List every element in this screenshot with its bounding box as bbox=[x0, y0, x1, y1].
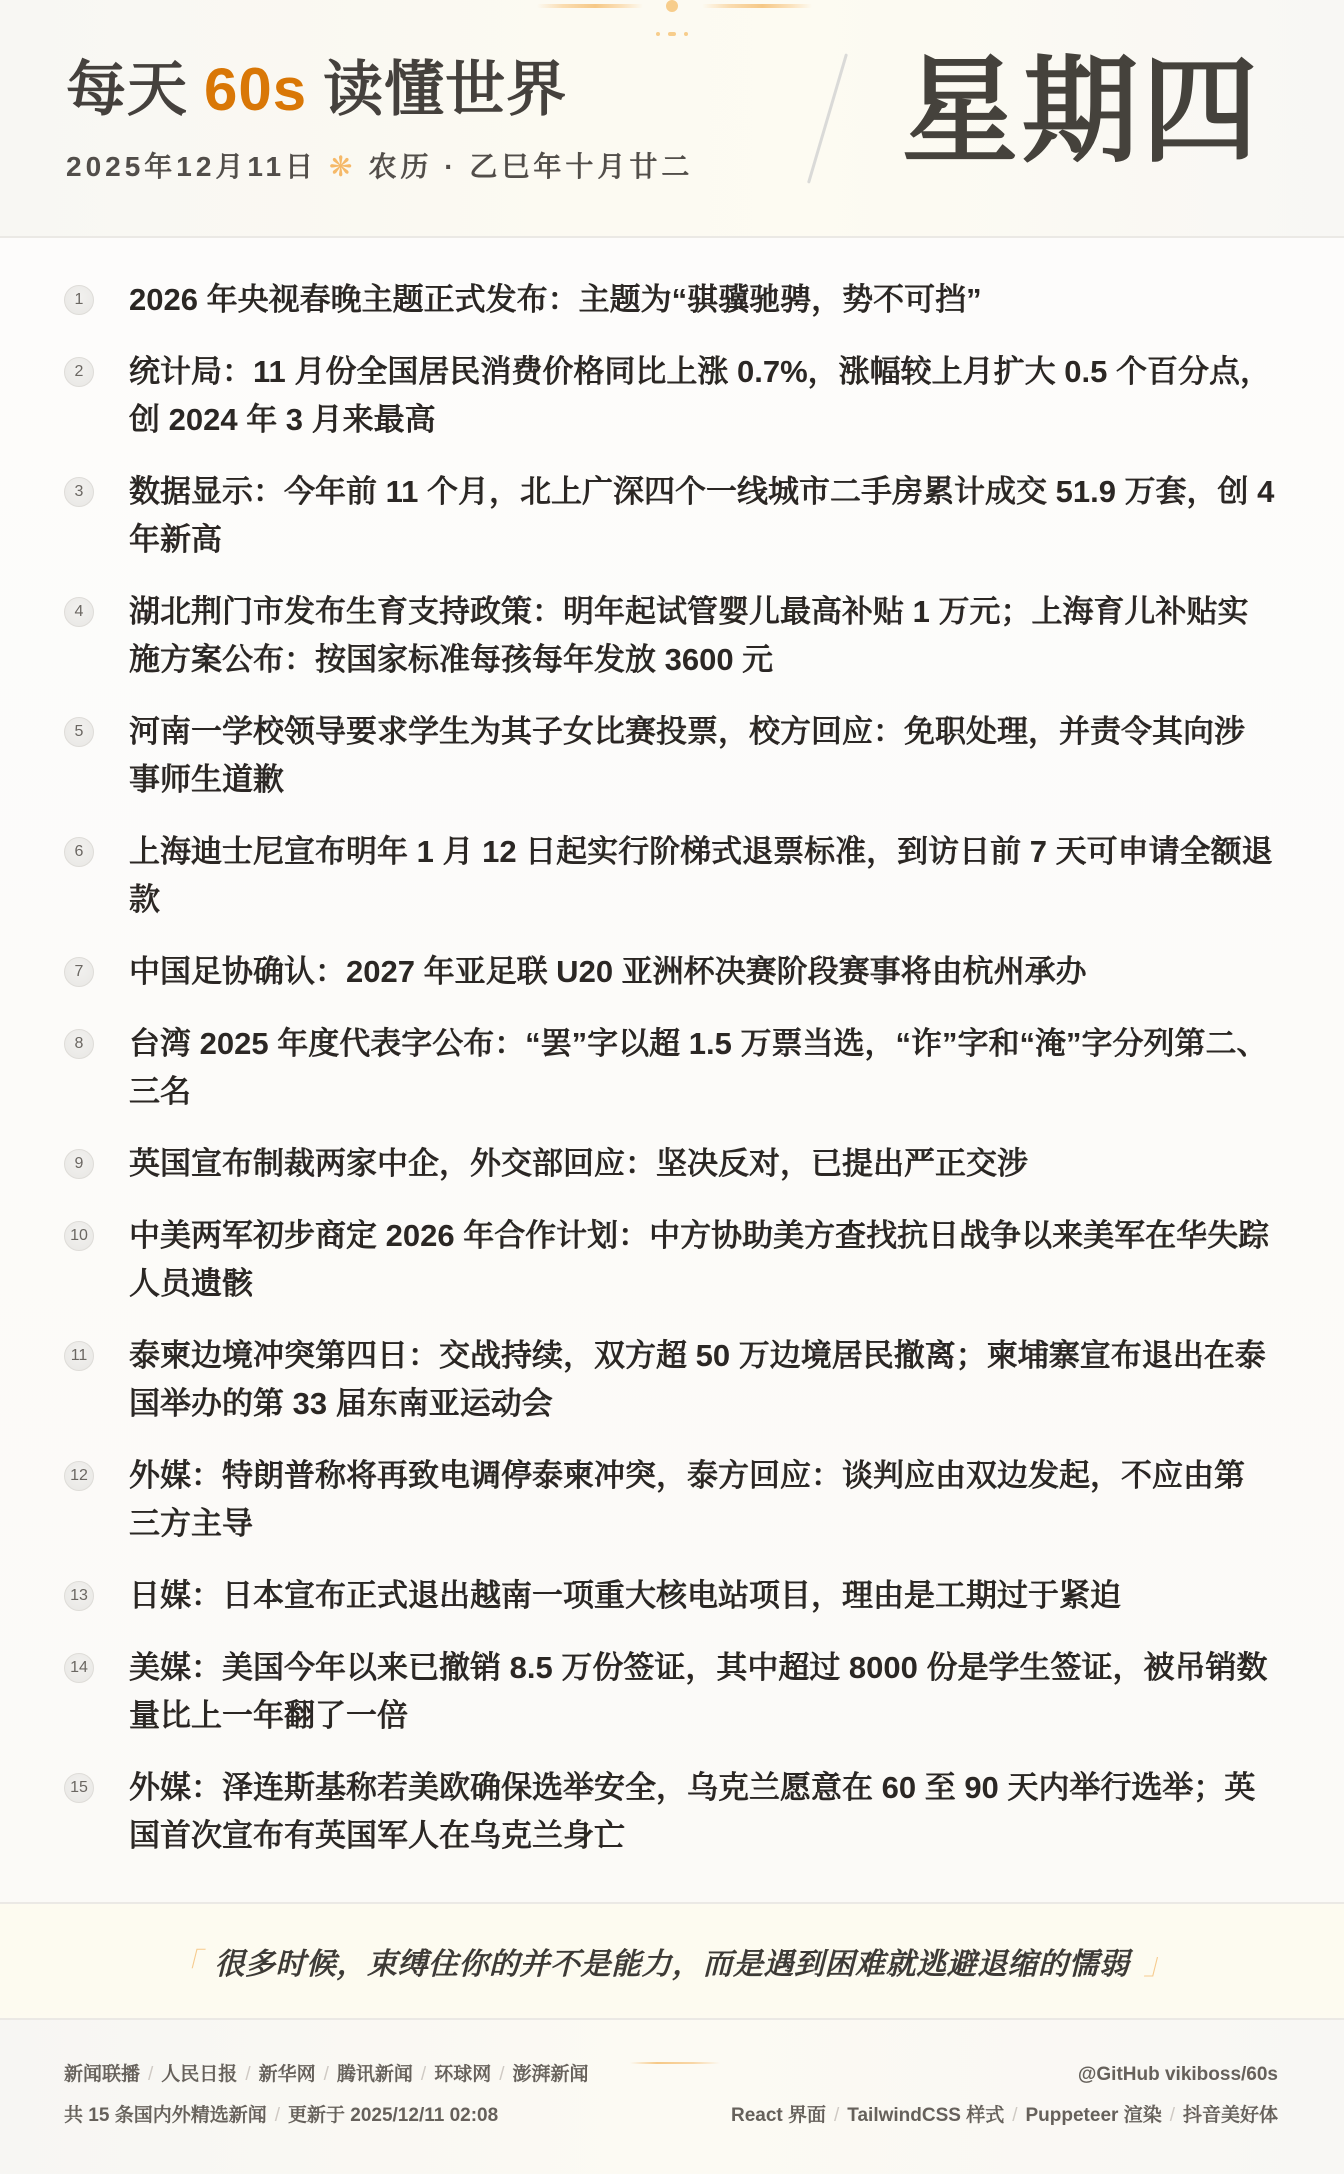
news-item bbox=[0, 828, 1275, 924]
top-decoration-dot bbox=[666, 0, 678, 12]
page-title bbox=[66, 57, 567, 123]
source-name: 腾讯新闻 bbox=[336, 2064, 413, 2085]
top-decoration-line-right bbox=[702, 4, 812, 8]
separator: / bbox=[834, 2105, 840, 2126]
source-name: 环球网 bbox=[434, 2064, 492, 2085]
news-item bbox=[0, 1140, 1275, 1188]
tech-item: TailwindCSS 样式 bbox=[847, 2105, 1005, 2126]
separator: / bbox=[499, 2064, 505, 2085]
news-text: 湖北荆门市发布生育支持政策：明年起试管婴儿最高补贴 1 万元；上海育儿补贴实施方案公布：按国家标准每孩每年发放 3600 元 bbox=[129, 594, 1249, 677]
news-count: 共 15 条国内外精选新闻 bbox=[64, 2105, 267, 2126]
news-sources bbox=[64, 2061, 589, 2089]
news-meta bbox=[64, 2102, 498, 2130]
news-text: 中国足协确认：2027 年亚足联 U20 亚洲杯决赛阶段赛事将由杭州承办 bbox=[129, 954, 1087, 989]
source-name: 新闻联播 bbox=[64, 2064, 141, 2085]
tech-item: React 界面 bbox=[730, 2105, 826, 2126]
news-item bbox=[0, 348, 1275, 444]
news-item bbox=[0, 276, 1275, 324]
slash-divider bbox=[807, 53, 848, 183]
news-item bbox=[0, 1764, 1275, 1860]
news-text: 外媒：特朗普称将再致电调停泰柬冲突，泰方回应：谈判应由双边发起，不应由第三方主导 bbox=[129, 1458, 1245, 1541]
news-item bbox=[0, 468, 1275, 564]
item-number-badge: 1 bbox=[64, 285, 94, 315]
news-item bbox=[0, 1572, 1275, 1620]
news-text: 台湾 2025 年度代表字公布：“罢”字以超 1.5 万票当选，“诈”字和“淹”字分列第二、三名 bbox=[129, 1026, 1268, 1109]
separator: / bbox=[274, 2105, 280, 2126]
source-name: 澎湃新闻 bbox=[512, 2064, 589, 2085]
news-text: 2026 年央视春晚主题正式发布：主题为“骐骥驰骋，势不可挡” bbox=[129, 282, 982, 317]
separator: / bbox=[148, 2064, 154, 2085]
separator: / bbox=[1169, 2105, 1175, 2126]
news-text: 英国宣布制裁两家中企，外交部回应：坚决反对，已提出严正交涉 bbox=[129, 1146, 1028, 1181]
news-text: 外媒：泽连斯基称若美欧确保选举安全，乌克兰愿意在 60 至 90 天内举行选举；英国首次宣布有英国军人在乌克兰身亡 bbox=[129, 1770, 1256, 1853]
news-text: 上海迪士尼宣布明年 1 月 12 日起实行阶梯式退票标准，到访日前 7 天可申请全额退款 bbox=[129, 834, 1273, 917]
top-decoration-line-left bbox=[537, 4, 643, 8]
news-item bbox=[0, 1020, 1275, 1116]
news-text: 美媒：美国今年以来已撤销 8.5 万份签证，其中超过 8000 份是学生签证，被吊销数量比上一年翻了一倍 bbox=[129, 1650, 1268, 1733]
daily-quote bbox=[0, 1902, 1344, 2020]
separator: / bbox=[323, 2064, 329, 2085]
item-number-badge: 15 bbox=[64, 1773, 94, 1803]
date-line bbox=[66, 150, 693, 184]
news-text: 中美两军初步商定 2026 年合作计划：中方协助美方查找抗日战争以来美军在华失踪人员遗骸 bbox=[129, 1218, 1270, 1301]
news-item bbox=[0, 1332, 1275, 1428]
decoration-small-dot bbox=[668, 32, 676, 36]
lunar-date: 农历 · 乙巳年十月廿二 bbox=[368, 151, 694, 182]
item-number-badge: 3 bbox=[64, 477, 94, 507]
source-name: 新华网 bbox=[258, 2064, 316, 2085]
item-number-badge: 11 bbox=[64, 1341, 94, 1371]
footer-decoration-line bbox=[630, 2062, 720, 2064]
news-item bbox=[0, 1644, 1275, 1740]
quote-text: 很多时候，束缚住你的并不是能力，而是遇到困难就逃避退缩的懦弱 bbox=[214, 1948, 1130, 1981]
page-header bbox=[0, 0, 1344, 236]
separator: / bbox=[1012, 2105, 1018, 2126]
item-number-badge: 8 bbox=[64, 1029, 94, 1059]
item-number-badge: 5 bbox=[64, 717, 94, 747]
item-number-badge: 2 bbox=[64, 357, 94, 387]
title-highlight: 60s bbox=[204, 56, 308, 123]
gregorian-date: 2025年12月11日 bbox=[66, 151, 318, 182]
news-item bbox=[0, 1212, 1275, 1308]
tech-stack bbox=[731, 2102, 1278, 2130]
quote-close-mark-icon: 」 bbox=[1143, 1948, 1174, 1981]
news-item bbox=[0, 948, 1275, 996]
page-footer bbox=[0, 2020, 1344, 2174]
news-item bbox=[0, 1452, 1275, 1548]
item-number-badge: 7 bbox=[64, 957, 94, 987]
asterisk-flower-icon: ❋ bbox=[329, 151, 357, 182]
item-number-badge: 10 bbox=[64, 1221, 94, 1251]
news-text: 统计局：11 月份全国居民消费价格同比上涨 0.7%，涨幅较上月扩大 0.5 个百分点，创 2024 年 3 月来最高 bbox=[129, 354, 1271, 437]
item-number-badge: 9 bbox=[64, 1149, 94, 1179]
news-text: 河南一学校领导要求学生为其子女比赛投票，校方回应：免职处理，并责令其向涉事师生道歉 bbox=[129, 714, 1245, 797]
news-text: 泰柬边境冲突第四日：交战持续，双方超 50 万边境居民撤离；柬埔寨宣布退出在泰国举办的第 33 届东南亚运动会 bbox=[129, 1338, 1266, 1421]
news-item bbox=[0, 708, 1275, 804]
tech-item: Puppeteer 渲染 bbox=[1025, 2105, 1162, 2126]
news-list bbox=[0, 238, 1344, 1860]
decoration-small-dot bbox=[656, 32, 660, 36]
source-name: 人民日报 bbox=[161, 2064, 238, 2085]
separator: / bbox=[420, 2064, 427, 2085]
github-credit: @GitHub vikiboss/60s bbox=[1077, 2064, 1278, 2085]
title-prefix: 每天 bbox=[66, 56, 188, 123]
tech-item: 抖音美好体 bbox=[1182, 2105, 1278, 2126]
news-list-section bbox=[0, 238, 1344, 1902]
weekday: 星期四 bbox=[902, 46, 1262, 176]
item-number-badge: 4 bbox=[64, 597, 94, 627]
decoration-small-dot bbox=[684, 32, 688, 36]
title-suffix: 读懂世界 bbox=[323, 56, 568, 123]
quote-open-mark-icon: 「 bbox=[170, 1948, 201, 1981]
item-number-badge: 6 bbox=[64, 837, 94, 867]
updated-time: 更新于 2025/12/11 02:08 bbox=[287, 2105, 499, 2126]
news-item bbox=[0, 588, 1275, 684]
news-text: 日媒：日本宣布正式退出越南一项重大核电站项目，理由是工期过于紧迫 bbox=[129, 1578, 1121, 1613]
item-number-badge: 13 bbox=[64, 1581, 94, 1611]
news-text: 数据显示：今年前 11 个月，北上广深四个一线城市二手房累计成交 51.9 万套，创 4 年新高 bbox=[129, 474, 1275, 557]
item-number-badge: 14 bbox=[64, 1653, 94, 1683]
item-number-badge: 12 bbox=[64, 1461, 94, 1491]
separator: / bbox=[245, 2064, 251, 2085]
